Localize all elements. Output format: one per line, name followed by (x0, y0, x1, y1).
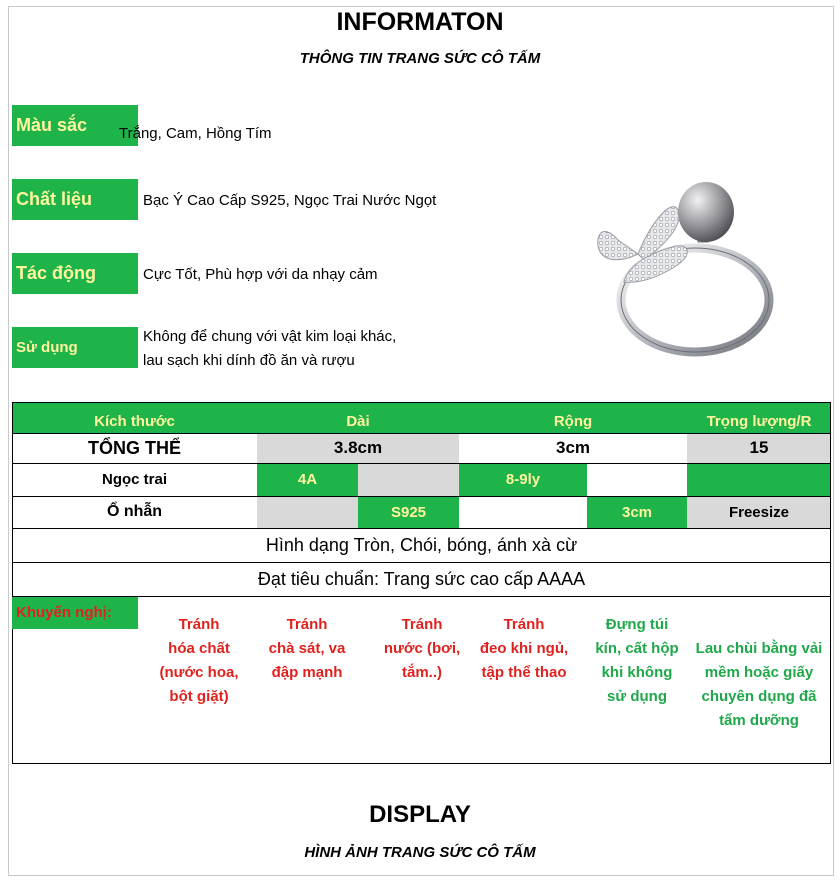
rec-storage: Đựng túi kín, cất hộp khi không sử dụng (595, 616, 679, 705)
standard-row: Đạt tiêu chuẩn: Trang sức cao cấp AAAA (257, 568, 586, 589)
attr-value-material: Bạc Ý Cao Cấp S925, Ngọc Trai Nước Ngọt (143, 192, 437, 209)
overall-label: TỔNG THỂ (88, 437, 181, 458)
ring-label: Ổ nhẫn (106, 503, 163, 520)
header-size: Kích thước (94, 412, 175, 430)
overall-width: 3cm (555, 438, 591, 457)
ring-image (580, 180, 780, 370)
attr-label-usage: Sử dụng (12, 327, 138, 368)
ring-material: S925 (358, 496, 459, 528)
pearl-label: Ngọc trai (101, 471, 167, 488)
pearl (678, 182, 734, 242)
pearl-size: 8-9ly (459, 463, 587, 496)
display-subtitle: HÌNH ẢNH TRANG SỨC CÔ TẤM (304, 844, 536, 861)
rec-cleaning: Lau chùi bằng vải mềm hoặc giấy chuyên dụng đã tẩm dưỡng (695, 640, 823, 729)
rec-sleep: Tránh đeo khi ngủ, tập thể thao (479, 616, 569, 681)
attr-value-usage-line2: lau sạch khi dính đồ ăn và rượu (143, 352, 355, 369)
shape-row: Hình dạng Tròn, Chói, bóng, ánh xà cừ (265, 534, 578, 555)
ring-size: 3cm (587, 496, 687, 528)
info-subtitle: THÔNG TIN TRANG SỨC CÔ TẤM (299, 50, 541, 67)
attr-value-effect: Cực Tốt, Phù hợp với da nhạy cảm (143, 266, 378, 283)
header-width: Rộng (553, 412, 593, 430)
rec-impact: Tránh chà sát, va đập mạnh (268, 616, 346, 681)
header-length: Dài (346, 412, 370, 430)
butterfly-wing-left (598, 232, 638, 260)
header-weight: Trọng lượng/R (706, 412, 812, 430)
attr-value-usage-line1: Không để chung với vật kim loại khác, (143, 328, 397, 345)
recommendation-list (140, 616, 830, 763)
rec-water: Tránh nước (bơi, tắm..) (383, 616, 461, 681)
overall-length: 3.8cm (333, 438, 383, 457)
attr-label-effect: Tác động (12, 253, 138, 294)
attr-label-color: Màu sắc (12, 105, 138, 146)
info-title: INFORMATON (336, 8, 504, 36)
recommendation-label: Khuyến nghị: (16, 604, 112, 621)
attr-value-color: Trắng, Cam, Hồng Tím (119, 125, 272, 142)
ring-fit: Freesize (687, 496, 831, 528)
attr-label-material: Chất liệu (12, 179, 138, 220)
display-title: DISPLAY (369, 801, 471, 828)
overall-weight: 15 (749, 438, 769, 457)
rec-chemicals: Tránh hóa chất (nước hoa, bột giặt) (159, 616, 239, 705)
pearl-grade: 4A (257, 463, 358, 496)
